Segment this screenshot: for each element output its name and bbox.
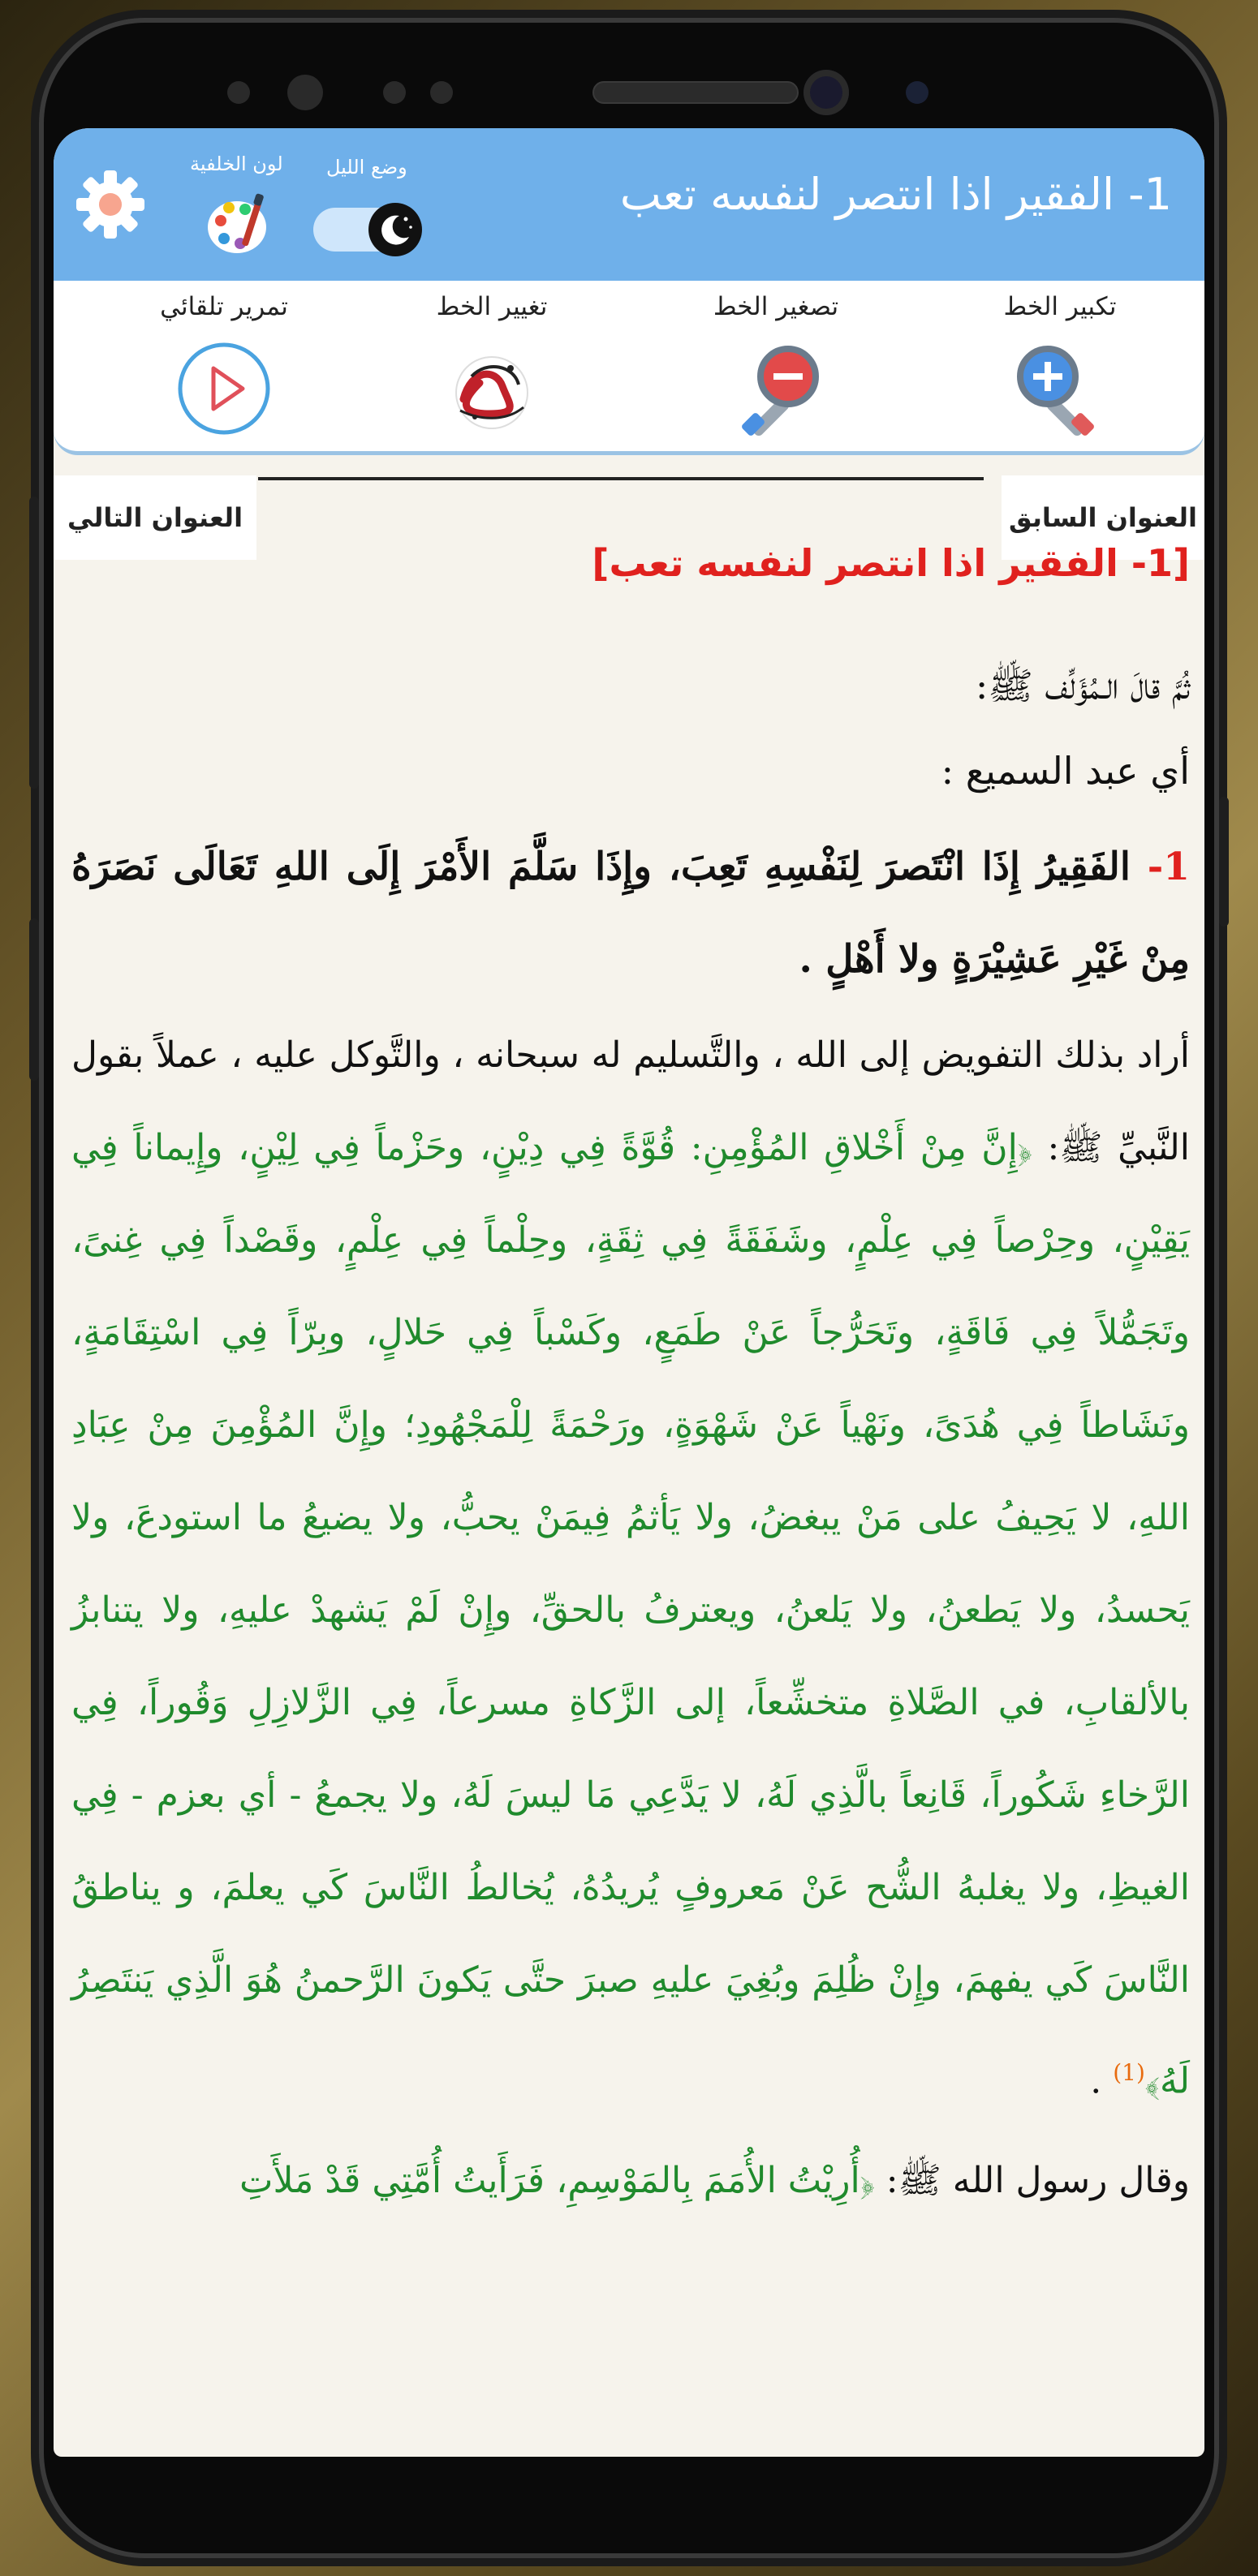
auto-scroll-button[interactable] — [102, 292, 346, 441]
side-button-right — [1219, 797, 1229, 927]
saying-number: 1- — [1147, 845, 1190, 889]
change-font-label: تغيير الخط — [436, 292, 548, 321]
sensor-dot — [287, 75, 323, 110]
font-toolbar — [54, 281, 1204, 455]
article-body — [71, 534, 1190, 2227]
explanation-paragraph — [71, 1009, 1190, 2128]
page-title: 1- الفقير اذا انتصر لنفسه تعب — [619, 169, 1172, 220]
footnote-reference[interactable]: (1) — [1113, 2059, 1145, 2086]
background-color-label: لون الخلفية — [190, 153, 283, 175]
calligraphy-font-icon — [439, 336, 545, 441]
explanation-text: أراد بذلك التفويض إلى الله ، والتَّسليم له سبحانه ، والتَّوكل عليه ، عملاً بقول النَّبيِّ ﷺ: — [71, 1034, 1191, 1168]
moon-icon — [368, 203, 422, 256]
sensor-dot — [383, 81, 406, 104]
zoom-in-button[interactable] — [938, 292, 1182, 441]
side-button-left — [29, 497, 39, 789]
side-button-left-lower — [29, 918, 39, 1081]
article-heading: [1- الفقير اذا انتصر لنفسه تعب] — [592, 541, 1190, 585]
proximity-sensor — [906, 81, 928, 104]
zoom-in-magnifier-icon — [1007, 336, 1113, 441]
earpiece-speaker — [592, 81, 799, 104]
zoom-out-magnifier-icon — [723, 336, 829, 441]
explanation-text: وقال رسول الله ﷺ: — [874, 2159, 1190, 2201]
auto-scroll-label: تمرير تلقائي — [160, 292, 288, 321]
front-camera — [803, 70, 849, 115]
sensor-dot — [227, 81, 250, 104]
intro-line — [71, 639, 1190, 732]
saying-paragraph — [71, 821, 1190, 1006]
palette-brush-icon[interactable] — [205, 190, 273, 258]
intro-line — [71, 732, 1190, 810]
paragraph-end: . — [1090, 2060, 1114, 2102]
saying-text: الفَقِيرُ إِذَا انْتَصرَ لِنَفْسِهِ تَعِبَ، وإِذَا سَلَّمَ الأَمْرَ إِلَى اللهِ تَعَالَى نَصَرَهُ مِنْ غَيْرِ عَشِيْرَةٍ ولا أَهْلٍ . — [71, 845, 1190, 982]
sensor-dot — [430, 81, 453, 104]
change-font-button[interactable] — [370, 292, 614, 441]
intro-text: أي عبد السميع : — [941, 749, 1190, 793]
night-mode-toggle[interactable] — [313, 208, 414, 252]
hadith-quote: ﴿إِنَّ مِنْ أَخْلاقِ المُؤْمِنِ: قُوَّةً فِي دِيْنٍ، وحَزْماً فِي لِيْنٍ، وإِيماناً فِي يَقِيْنٍ، وحِرْصاً فِي عِلْمٍ، وشَفَقَةً فِي ثِقَةٍ، وحِلْماً فِي عِلْمٍ، وقَصْداً فِي غِنىً، وتَجَمُّلاً فِي فَاقَةٍ، وتَحَرُّجاً عَنْ طَمَعٍ، وكَسْباً فِي حَلالٍ، وبِرّاً فِي اسْتِقَامَةٍ، ونَشَاطاً فِي هُدَىً، ونَهْياً عَنْ شَهْوَةٍ، ورَحْمَةً لِلْمَجْهُودِ؛ وإِنَّ المُؤْمِنَ مِنْ عِبَادِ اللهِ، لا يَحِيفُ على مَنْ يبغضُ، ولا يَأثمُ فِيمَنْ يحبُّ، ولا يضيعُ ما استودعَ، ولا يَحسدُ، ولا يَطعنُ، ولا يَلعنُ، ويعترفُ بالحقِّ، وإِنْ لَمْ يَشهدْ عليهِ، ولا يتنابزُ بالألقابِ، في الصَّلاةِ متخشِّعاً، إلى الزَّكاةِ مسرعاً، فِي الزَّلازِلِ وَقُوراً، فِي الرَّخاءِ شَكُوراً، قَانِعاً بالَّذِي لَهُ، لا يَدَّعِي مَا ليسَ لَهُ، ولا يجمعُ - أي بعزم - فِي الغيظِ، ولا يغلبهُ الشُّح عَنْ مَعروفٍ يُريدُهُ، يُخالطُ النَّاسَ كَي يعلمَ، و يناطقُ النَّاسَ كَي يفهمَ، وإِنْ ظُلِمَ وبُغِيَ عليهِ صبرَ حتَّى يَكونَ الرَّحمنُ هُوَ الَّذِي يَنتَصِرُ لَهُ﴾ — [71, 1127, 1190, 2102]
app-header — [54, 128, 1204, 281]
next-title-button[interactable]: العنوان التالي — [54, 475, 256, 560]
play-icon — [171, 336, 277, 441]
zoom-out-button[interactable] — [654, 292, 898, 441]
night-mode-label: وضع الليل — [326, 156, 407, 178]
nav-divider — [258, 477, 984, 480]
explanation-paragraph — [71, 2135, 1190, 2227]
zoom-in-label: تكبير الخط — [1003, 292, 1117, 321]
previous-title-button[interactable]: العنوان السابق — [1002, 475, 1204, 560]
intro-text: ثُمَّ قالَ الـمُؤَلِّف ﷺ: — [975, 664, 1190, 707]
settings-gear-icon[interactable] — [73, 167, 148, 242]
zoom-out-label: تصغير الخط — [713, 292, 839, 321]
hadith-quote: ﴿أُرِيْتُ الأُمَمَ بِالمَوْسِمِ، فَرَأَيتُ أُمَّتِي قَدْ مَلأَتِ — [239, 2159, 875, 2201]
app-screen — [54, 128, 1204, 2457]
